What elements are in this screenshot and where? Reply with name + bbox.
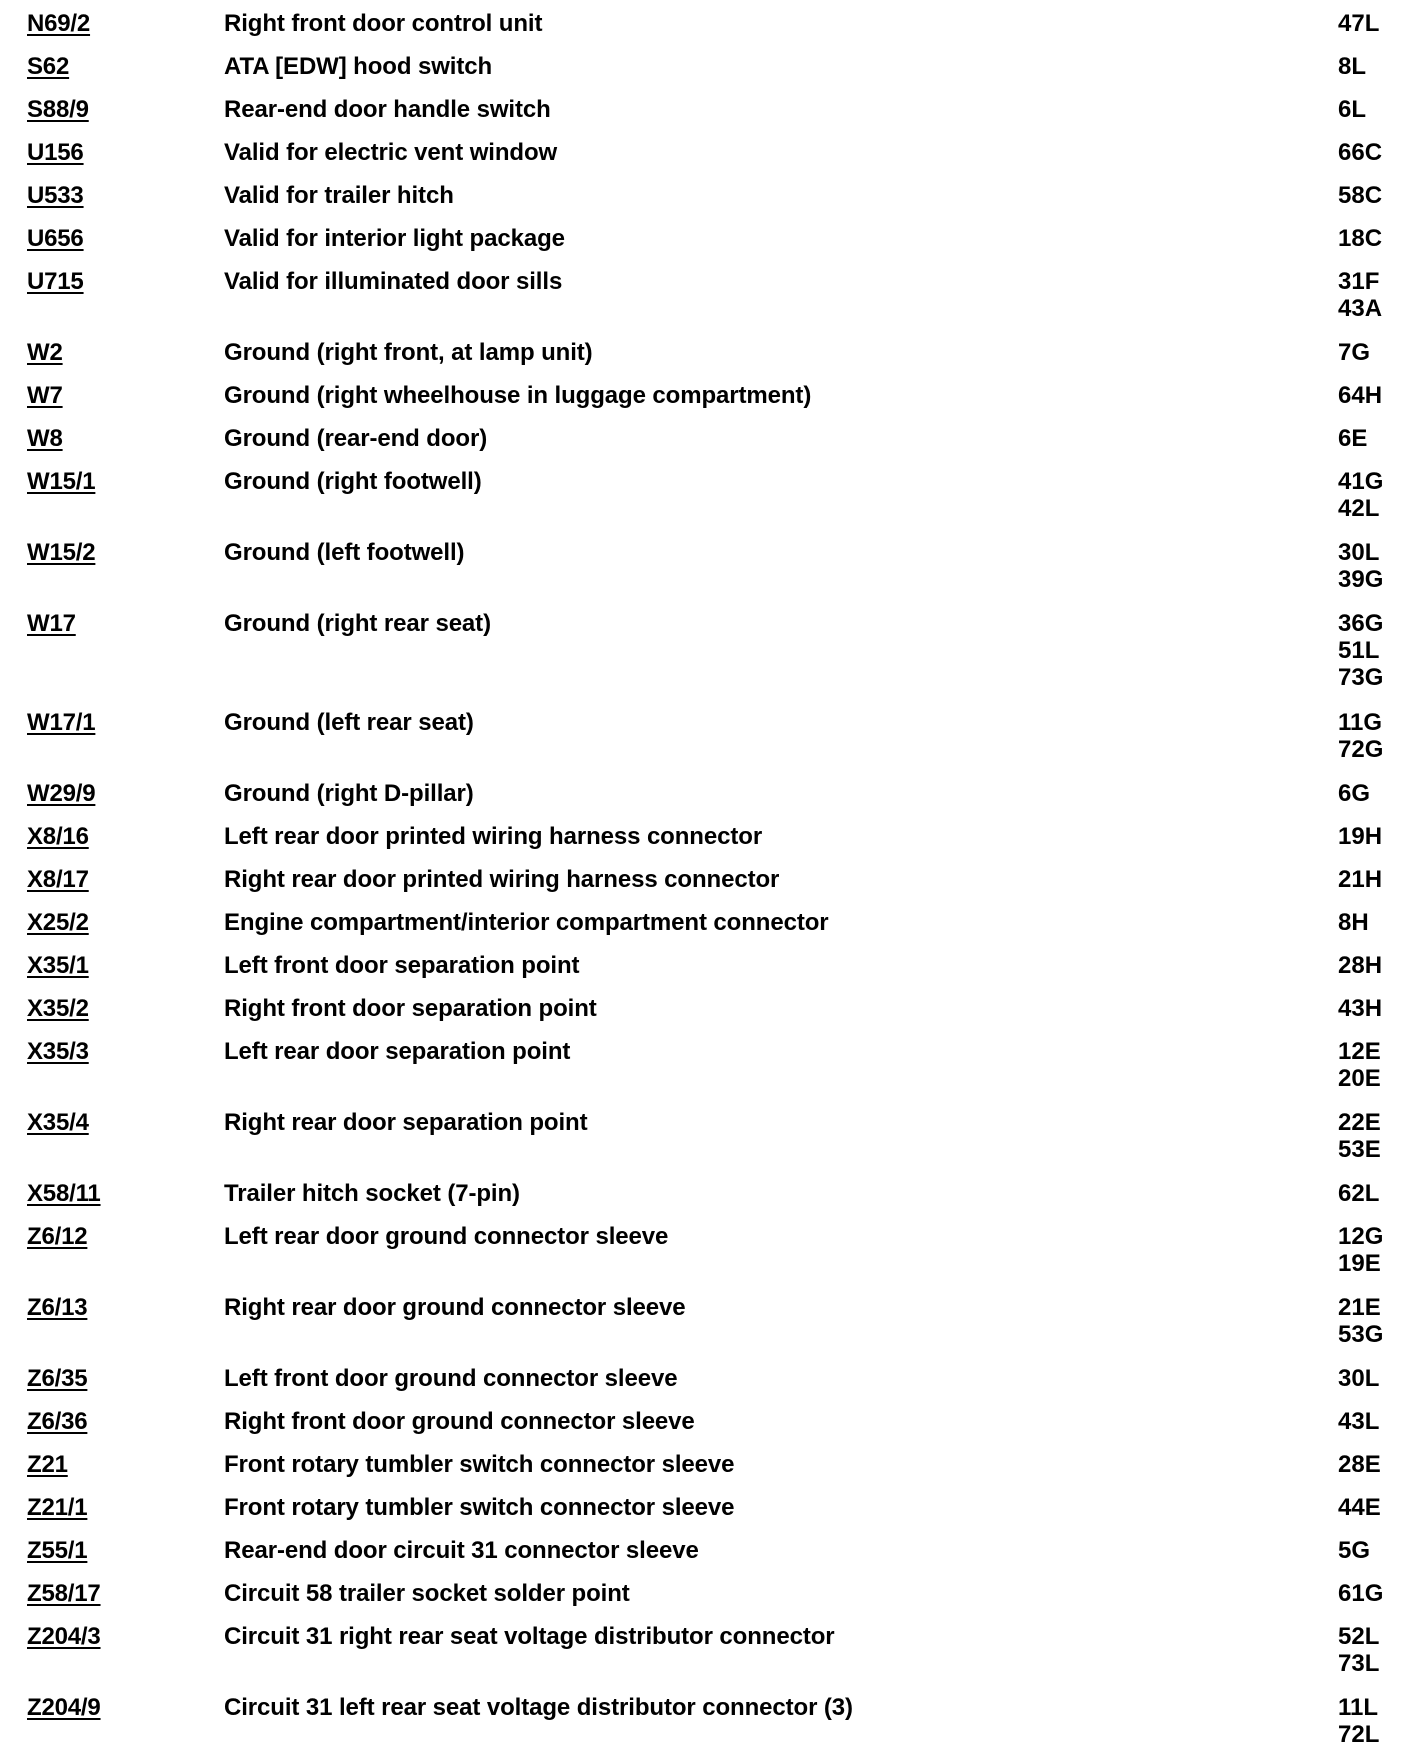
grid-reference: 19H [1338,823,1383,850]
grid-references [1338,709,1383,763]
grid-reference: 8H [1338,909,1369,936]
component-description: Circuit 31 left rear seat voltage distributor connector (3) [224,1694,853,1721]
legend-row [0,1355,1408,1398]
component-code-link[interactable]: X8/17 [27,866,89,893]
legend-row [0,372,1408,415]
component-description: Right rear door separation point [224,1109,588,1136]
legend-row [0,1170,1408,1213]
component-description: Right rear door ground connector sleeve [224,1294,686,1321]
component-description: Ground (right wheelhouse in luggage compartment) [224,382,812,409]
component-code-link[interactable]: N69/2 [27,10,91,37]
legend-row [0,458,1408,529]
component-code-link[interactable]: W15/1 [27,468,96,495]
component-code-link[interactable]: Z58/17 [27,1580,101,1607]
grid-reference: 72G [1338,736,1384,763]
grid-reference: 28H [1338,952,1383,979]
grid-references [1338,1038,1381,1092]
grid-references [1338,780,1370,807]
grid-reference: 72L [1338,1721,1380,1748]
grid-reference: 6L [1338,96,1367,123]
component-code-link[interactable]: U156 [27,139,84,166]
legend-row [0,415,1408,458]
grid-reference: 22E [1338,1109,1381,1136]
grid-references [1338,1451,1381,1478]
legend-row [0,329,1408,372]
grid-references [1338,1365,1379,1392]
grid-references [1338,96,1366,123]
grid-reference: 62L [1338,1180,1380,1207]
component-code-link[interactable]: U656 [27,225,84,252]
legend-row [0,1613,1408,1684]
grid-reference: 31F [1338,268,1380,295]
grid-references [1338,1494,1381,1521]
component-description: Rear-end door handle switch [224,96,551,123]
grid-reference: 73L [1338,1650,1380,1677]
component-code-link[interactable]: Z21 [27,1451,68,1478]
grid-references [1338,1294,1383,1348]
component-code-link[interactable]: W15/2 [27,539,96,566]
component-description: Ground (rear-end door) [224,425,488,452]
component-code-link[interactable]: X35/1 [27,952,89,979]
grid-reference: 36G [1338,610,1384,637]
legend-row [0,129,1408,172]
component-description: Valid for trailer hitch [224,182,454,209]
legend-row [0,43,1408,86]
grid-reference: 43L [1338,1408,1380,1435]
component-code-link[interactable]: W2 [27,339,63,366]
legend-row [0,215,1408,258]
component-description: Right front door control unit [224,10,543,37]
grid-references [1338,866,1382,893]
component-code-link[interactable]: U533 [27,182,84,209]
grid-reference: 21H [1338,866,1383,893]
grid-reference: 43H [1338,995,1383,1022]
legend-row [0,942,1408,985]
component-code-link[interactable]: X58/11 [27,1180,101,1207]
component-code-link[interactable]: W17 [27,610,76,637]
grid-reference: 64H [1338,382,1383,409]
component-description: Circuit 58 trailer socket solder point [224,1580,630,1607]
legend-row [0,0,1408,43]
grid-reference: 11L [1338,1694,1379,1721]
component-description: Left front door ground connector sleeve [224,1365,678,1392]
component-description: Ground (right rear seat) [224,610,491,637]
grid-reference: 42L [1338,495,1380,522]
legend-row [0,1028,1408,1099]
grid-references [1338,823,1382,850]
legend-row [0,1398,1408,1441]
component-description: Right front door ground connector sleeve [224,1408,695,1435]
grid-references [1338,1223,1383,1277]
component-description: Ground (right front, at lamp unit) [224,339,593,366]
component-code-link[interactable]: W29/9 [27,780,96,807]
grid-reference: 39G [1338,566,1384,593]
legend-row [0,1570,1408,1613]
grid-reference: 19E [1338,1250,1381,1277]
legend-row [0,172,1408,215]
component-description: Ground (left footwell) [224,539,465,566]
grid-reference: 66C [1338,139,1383,166]
component-code-link[interactable]: S88/9 [27,96,89,123]
component-code-link[interactable]: Z6/12 [27,1223,88,1250]
component-code-link[interactable]: Z204/9 [27,1694,101,1721]
grid-references [1338,10,1379,37]
component-description: Circuit 31 right rear seat voltage distributor connector [224,1623,835,1650]
legend-row [0,1684,1408,1755]
legend-row [0,770,1408,813]
grid-reference: 43A [1338,295,1383,322]
grid-reference: 12G [1338,1223,1384,1250]
grid-references [1338,1109,1381,1163]
component-description: Valid for interior light package [224,225,565,252]
grid-reference: 30L [1338,1365,1380,1392]
legend-row [0,258,1408,329]
grid-reference: 73G [1338,664,1384,691]
component-code-link[interactable]: X35/4 [27,1109,89,1136]
component-code-link[interactable]: X35/3 [27,1038,89,1065]
component-description: Left rear door ground connector sleeve [224,1223,669,1250]
component-description: Ground (right footwell) [224,468,482,495]
component-code-link[interactable]: U715 [27,268,84,295]
component-description: Valid for illuminated door sills [224,268,563,295]
grid-reference: 58C [1338,182,1383,209]
grid-references [1338,382,1382,409]
grid-reference: 51L [1338,637,1380,664]
grid-references [1338,1408,1379,1435]
grid-references [1338,1694,1379,1748]
grid-references [1338,1537,1370,1564]
grid-reference: 44E [1338,1494,1381,1521]
grid-reference: 21E [1338,1294,1381,1321]
component-code-link[interactable]: Z6/13 [27,1294,88,1321]
legend-row [0,86,1408,129]
component-description: Trailer hitch socket (7-pin) [224,1180,520,1207]
legend-row [0,699,1408,770]
grid-reference: 5G [1338,1537,1371,1564]
grid-references [1338,539,1383,593]
component-code-link[interactable]: X8/16 [27,823,89,850]
component-code-link[interactable]: W7 [27,382,63,409]
component-code-link[interactable]: Z6/35 [27,1365,88,1392]
grid-references [1338,909,1369,936]
component-code-link[interactable]: W17/1 [27,709,96,736]
legend-row [0,813,1408,856]
legend-row [0,1099,1408,1170]
grid-references [1338,1180,1379,1207]
grid-references [1338,610,1383,691]
legend-row [0,899,1408,942]
component-code-link[interactable]: Z21/1 [27,1494,88,1521]
grid-references [1338,952,1382,979]
grid-reference: 53E [1338,1136,1381,1163]
legend-row [0,856,1408,899]
component-description: Ground (right D-pillar) [224,780,474,807]
grid-reference: 41G [1338,468,1384,495]
component-code-link[interactable]: W8 [27,425,63,452]
component-description: Right rear door printed wiring harness connector [224,866,780,893]
component-description: Engine compartment/interior compartment connector [224,909,829,936]
component-description: Left rear door separation point [224,1038,571,1065]
grid-reference: 30L [1338,539,1380,566]
grid-reference: 6G [1338,780,1371,807]
grid-references [1338,53,1366,80]
grid-reference: 11G [1338,709,1383,736]
grid-reference: 61G [1338,1580,1384,1607]
grid-references [1338,1623,1379,1677]
grid-reference: 47L [1338,10,1380,37]
grid-reference: 28E [1338,1451,1381,1478]
component-description: ATA [EDW] hood switch [224,53,493,80]
component-description: Front rotary tumbler switch connector sleeve [224,1494,735,1521]
grid-references [1338,468,1383,522]
component-code-link[interactable]: X25/2 [27,909,89,936]
grid-references [1338,995,1382,1022]
grid-reference: 12E [1338,1038,1381,1065]
legend-row [0,1527,1408,1570]
grid-references [1338,182,1382,209]
component-description: Left front door separation point [224,952,580,979]
component-description: Front rotary tumbler switch connector sleeve [224,1451,735,1478]
component-description: Valid for electric vent window [224,139,558,166]
component-description: Left rear door printed wiring harness connector [224,823,763,850]
component-description: Right front door separation point [224,995,597,1022]
grid-reference: 53G [1338,1321,1384,1348]
grid-reference: 52L [1338,1623,1380,1650]
grid-reference: 8L [1338,53,1367,80]
component-code-link[interactable]: S62 [27,53,70,80]
grid-reference: 20E [1338,1065,1381,1092]
component-description: Ground (left rear seat) [224,709,474,736]
component-code-link[interactable]: Z6/36 [27,1408,88,1435]
grid-references [1338,268,1382,322]
grid-references [1338,139,1382,166]
legend-row [0,529,1408,600]
grid-reference: 18C [1338,225,1383,252]
grid-references [1338,339,1370,366]
component-code-link[interactable]: X35/2 [27,995,89,1022]
grid-reference: 6E [1338,425,1368,452]
legend-row [0,1441,1408,1484]
legend-row [0,1484,1408,1527]
grid-references [1338,225,1382,252]
legend-row [0,600,1408,699]
grid-reference: 7G [1338,339,1371,366]
grid-references [1338,1580,1383,1607]
legend-row [0,985,1408,1028]
grid-references [1338,425,1367,452]
legend-row [0,1213,1408,1284]
component-code-link[interactable]: Z55/1 [27,1537,88,1564]
component-description: Rear-end door circuit 31 connector sleeve [224,1537,699,1564]
legend-row [0,1284,1408,1355]
component-code-link[interactable]: Z204/3 [27,1623,101,1650]
